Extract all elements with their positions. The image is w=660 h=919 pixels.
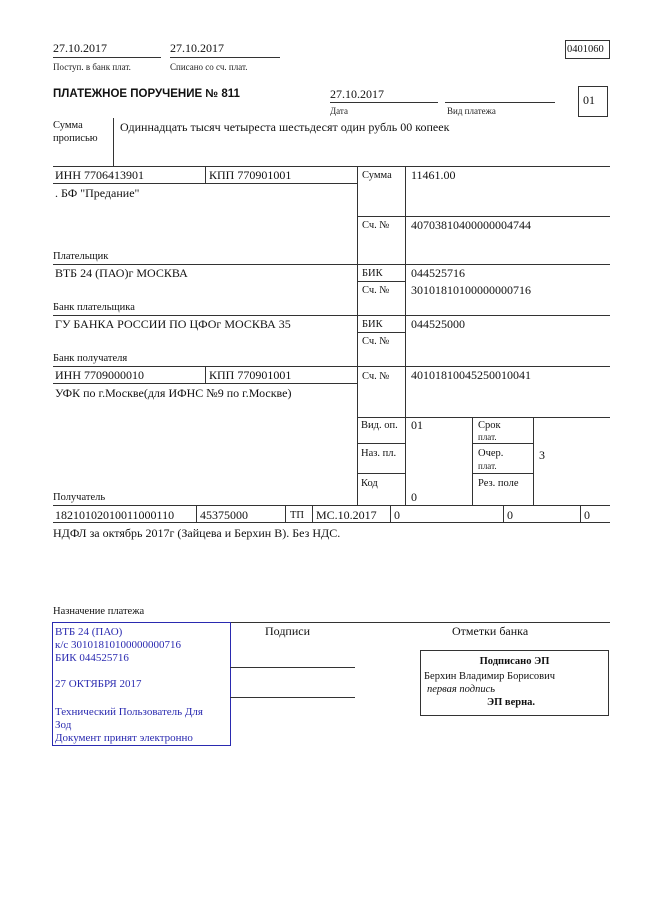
payee-label: Получатель <box>53 492 106 503</box>
divider <box>205 366 206 383</box>
tax-doc-date: 0 <box>507 508 513 522</box>
payer-label: Плательщик <box>53 251 109 262</box>
bank-marks-label: Отметки банка <box>452 624 529 638</box>
divider <box>357 473 405 474</box>
divider <box>472 443 533 444</box>
payee-name: УФК по г.Москве(для ИФНС №9 по г.Москве) <box>55 386 292 400</box>
e-signature-title: Подписано ЭП <box>479 656 550 667</box>
stamp-line: 27 ОКТЯБРЯ 2017 <box>55 678 142 690</box>
payer-bank-bik-label: БИК <box>362 268 383 279</box>
divider <box>53 366 610 367</box>
divider <box>357 417 610 418</box>
divider <box>53 166 610 167</box>
e-signature-role: первая подпись <box>427 684 496 695</box>
payer-bank-name: ВТБ 24 (ПАО)г МОСКВА <box>55 266 188 280</box>
op-type-label: Вид. оп. <box>361 420 398 431</box>
divider <box>330 102 438 103</box>
divider <box>53 315 610 316</box>
divider <box>312 505 313 522</box>
purpose-code-label: Наз. пл. <box>361 448 397 459</box>
bank-acceptance-stamp <box>52 622 231 746</box>
order-value: 3 <box>539 448 545 462</box>
divider <box>357 443 405 444</box>
sum-label: Сумма <box>362 170 392 181</box>
divider <box>390 505 391 522</box>
signature-line <box>230 667 355 668</box>
reserve-label: Рез. поле <box>478 478 519 489</box>
stamp-line: Зод <box>55 719 72 731</box>
divider <box>113 118 114 166</box>
e-signature-stamp <box>420 650 609 716</box>
payee-bank-bik: 044525000 <box>411 317 465 331</box>
divider <box>472 473 533 474</box>
order-label: плат. <box>478 461 497 471</box>
divider <box>285 505 286 522</box>
amount-words-label: Сумма <box>53 120 83 131</box>
e-signature-status: ЭП верна. <box>487 697 536 708</box>
divider <box>53 522 610 523</box>
status-code: 01 <box>583 93 595 107</box>
purpose-text: НДФЛ за октябрь 2017г (Зайцева и Берхин В). Без НДС. <box>53 526 341 540</box>
payer-bank-bik: 044525716 <box>411 266 465 280</box>
stamp-line: БИК 044525716 <box>55 652 129 664</box>
divider <box>196 505 197 522</box>
form-code-box <box>565 40 610 59</box>
debited-date: 27.10.2017 <box>170 41 224 55</box>
payee-bank-name: ГУ БАНКА РОССИИ ПО ЦФОг МОСКВА 35 <box>55 317 291 331</box>
payer-account: 40703810400000004744 <box>411 218 531 232</box>
signature-line <box>230 697 355 698</box>
divider <box>170 57 280 58</box>
divider <box>53 264 610 265</box>
payee-bank-label: Банк получателя <box>53 353 128 364</box>
divider <box>53 505 610 506</box>
date-label: Дата <box>330 106 348 116</box>
signatures-label: Подписи <box>265 624 311 638</box>
payer-kpp: КПП 770901001 <box>209 168 292 182</box>
divider <box>533 417 534 505</box>
received-date: 27.10.2017 <box>53 41 107 55</box>
amount-words-label: прописью <box>53 133 98 144</box>
payee-account-label: Сч. № <box>362 371 390 382</box>
debited-label: Списано со сч. плат. <box>170 62 248 72</box>
page-title: ПЛАТЕЖНОЕ ПОРУЧЕНИЕ № 811 <box>53 88 240 100</box>
payer-bank-account-label: Сч. № <box>362 285 390 296</box>
order-label: Очер. <box>478 448 504 459</box>
payee-kpp: КПП 770901001 <box>209 368 292 382</box>
divider <box>580 505 581 522</box>
stamp-line: Технический Пользователь Для <box>55 706 203 718</box>
stamp-line: ВТБ 24 (ПАО) <box>55 626 123 638</box>
payer-inn: ИНН 7706413901 <box>55 168 144 182</box>
divider <box>503 505 504 522</box>
tax-kbk: 18210102010011000110 <box>55 508 175 522</box>
status-box <box>578 86 608 117</box>
op-type: 01 <box>411 418 423 432</box>
divider <box>357 332 405 333</box>
term-label: плат. <box>478 432 497 442</box>
payer-account-label: Сч. № <box>362 220 390 231</box>
amount-words: Одиннадцать тысяч четыреста шестьдесят один рубль 00 копеек <box>120 120 450 134</box>
received-label: Поступ. в банк плат. <box>53 62 131 72</box>
divider <box>53 183 357 184</box>
payer-bank-label: Банк плательщика <box>53 302 135 313</box>
payment-type-label: Вид платежа <box>447 106 496 116</box>
tax-period: МС.10.2017 <box>316 508 377 522</box>
sum-value: 11461.00 <box>411 168 456 182</box>
form-code: 0401060 <box>567 44 604 55</box>
code-label: Код <box>361 478 378 489</box>
payer-bank-account: 30101810100000000716 <box>411 283 531 297</box>
code-value: 0 <box>411 490 417 504</box>
divider <box>53 383 357 384</box>
payer-name: . БФ "Предание" <box>55 186 140 200</box>
tax-basis: ТП <box>290 510 304 521</box>
tax-type: 0 <box>584 508 590 522</box>
purpose-label: Назначение платежа <box>53 606 145 617</box>
payee-account: 40101810045250010041 <box>411 368 531 382</box>
divider <box>357 281 405 282</box>
tax-doc-number: 0 <box>394 508 400 522</box>
divider <box>53 57 161 58</box>
payee-bank-bik-label: БИК <box>362 319 383 330</box>
stamp-line: к/с 30101810100000000716 <box>55 639 182 651</box>
divider <box>445 102 555 103</box>
e-signature-signer: Берхин Владимир Борисович <box>424 671 555 682</box>
payee-inn: ИНН 7709000010 <box>55 368 144 382</box>
tax-oktmo: 45375000 <box>200 508 248 522</box>
divider <box>357 216 610 217</box>
stamp-line: Документ принят электронно <box>55 732 193 744</box>
divider <box>472 417 473 505</box>
term-label: Срок <box>478 420 501 431</box>
divider <box>205 166 206 183</box>
order-date: 27.10.2017 <box>330 87 384 101</box>
payee-bank-account-label: Сч. № <box>362 336 390 347</box>
